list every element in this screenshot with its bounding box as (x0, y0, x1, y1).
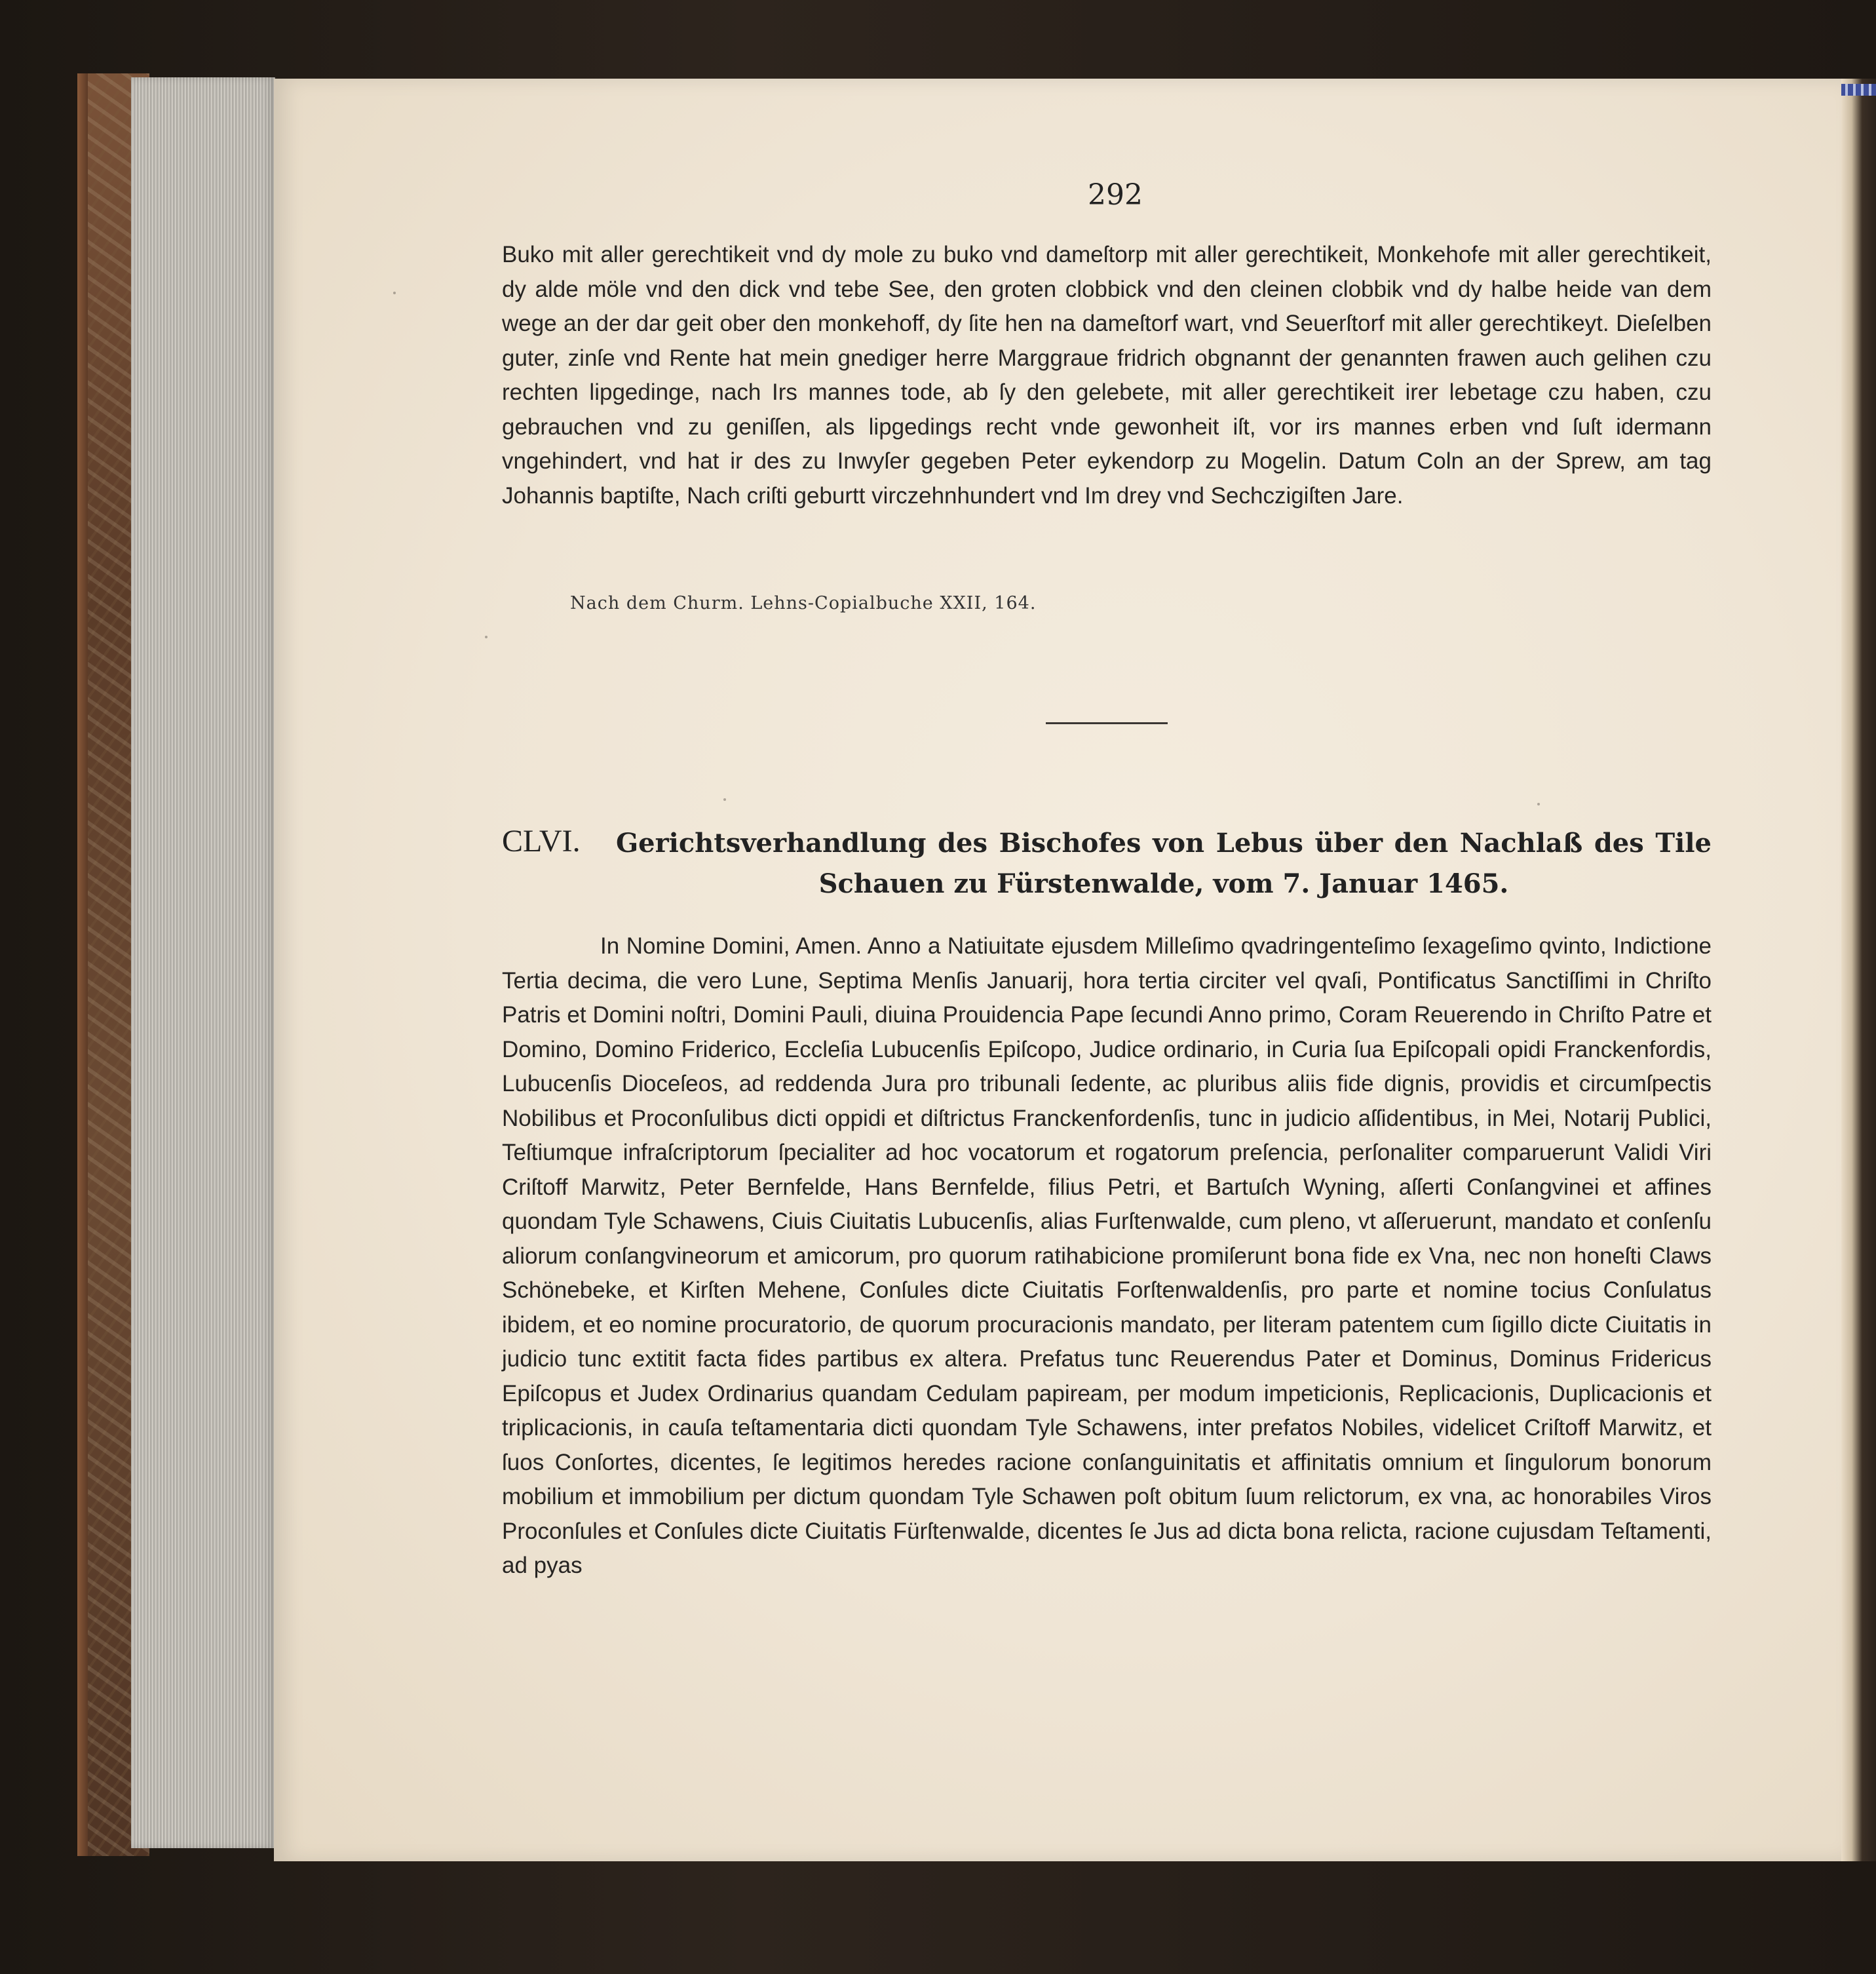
document-body-text: In Nomine Domini, Amen. Anno a Natiuitate ejusdem Milleſimo qvadringenteſimo ſexageſimo qvinto, Indictione Tertia decima, die vero Lune, Septima Menſis Januarij, hora tertia circiter vel qvaſi, Pontificatus Sanctiſſimi in Chriſto Patris et Domini noſtri, Domini Pauli, diuina Prouidencia Pape ſecundi Anno primo, Coram Reuerendo in Chriſto Patre et Domino, Domino Friderico, Eccleſia Lubucenſis Epiſcopo, Judice ordinario, in Curia ſua Epiſcopali opidi Franckenfordis, Lubucenſis Dioceſeos, ad reddenda Jura pro tribunali ſedente, ac pluribus aliis fide dignis, providis et circumſpectis Nobilibus et Proconſulibus dicti oppidi et diſtrictus Franckenfordenſis, tunc in judicio aſſidentibus, in Mei, Notarij Publici, Teſtiumque infraſcriptorum ſpecialiter ad hoc vocatorum et rogatorum preſencia, perſonaliter comparuerunt Validi Viri Criſtoff Marwitz, Peter Bernfelde, Hans Bernfelde, filius Petri, et Bartuſch Wyning, aſſerti Conſangvinei et affines quondam Tyle Schawens, Ciuis Ciuitatis Lubucenſis, alias Furſtenwalde, cum pleno, vt aſſeruerunt, mandato et conſenſu aliorum conſangvineorum et amicorum, pro quorum ratihabicione promiſerunt bona fide ex Vna, nec non honeſti Claws Schönebeke, et Kirſten Mehene, Conſules dicte Ciuitatis Forſtenwaldenſis, pro parte et nomine tocius Conſulatus ibidem, et eo nomine procuratorio, de quorum procuracionis mandato, per literam patentem cum ſigillo dicte Ciuitatis in judicio tunc extitit facta fides partibus ex altera. Prefatus tunc Reuerendus Pater et Dominus, Dominus Fridericus Epiſcopus et Judex Ordinarius quandam Cedulam papiream, per modum impeticionis, Replicacionis, Duplicacionis et triplicacionis, in cauſa teſtamentaria dicti quondam Tyle Schawens, inter prefatos Nobiles, videlicet Criſtoff Marwitz, et ſuos Conſortes, dicentes, ſe legitimos heredes racione conſanguinitatis et affinitatis omnium et ſingulorum bonorum mobilium et immobilium per dictum quondam Tyle Schawen poſt obitum ſuum relictorum, ex vna, ac honorabiles Viros Proconſules et Conſules dicte Ciuitatis Fürſtenwalde, dicentes ſe Jus ad dicta bona relicta, racione cujusdam Teſtamenti, ad pyas (502, 933, 1712, 1578)
document-number: CLVI. (502, 824, 581, 859)
paper-speck (723, 798, 726, 801)
continued-paragraph (502, 238, 1712, 513)
paper-speck (485, 636, 488, 638)
facing-page-edge (1841, 79, 1876, 1861)
paper-speck (393, 292, 396, 294)
document-body (502, 929, 1712, 1583)
document-title: Gerichtsverhandlung des Bischofes von Lebus über den Nachlaß des Tile Schauen zu Fürstenwalde, vom 7. Januar 1465. (616, 828, 1712, 899)
book-cover-edge (77, 73, 88, 1856)
page-number: 292 (1088, 178, 1143, 212)
top-paragraph-text: Buko mit aller gerechtikeit vnd dy mole zu buko vnd dameſtorp mit aller gerechtikeit, Monkehofe mit aller gerechtikeit, dy alde möle vnd den dick vnd tebe See, den groten clobbick vnd den cleinen clobbik vnd dy halbe heide van dem wege an der dar geit ober den monkehoff, dy ſite hen na dameſtorf wart, vnd Seuerſtorf mit aller gerechtikeyt. Dieſelben guter, zinſe vnd Rente hat mein gnediger herre Marggraue fridrich obgnannt der genannten frawen auch gelihen czu rechten lipgedinge, nach Irs mannes tode, ab ſy den gelebete, mit aller gerechtikeit irer lebetage czu haben, czu gebrauchen vnd zu geniſſen, als lipgedings recht vnde gewonheit iſt, vor irs mannes erben vnd ſuſt idermann vngehindert, vnd hat ir des zu Inwyſer gegeben Peter eykendorp zu Mogelin. Datum Coln an der Sprew, am tag Johannis baptiſte, Nach criſti geburtt virczehnhundert vnd Im drey vnd Sechczigiſten Jare. (502, 242, 1712, 509)
source-note: Nach dem Churm. Lehns-Copialbuche XXII, 164. (570, 593, 1037, 613)
paper-speck (1537, 803, 1540, 805)
section-divider (1046, 722, 1168, 724)
page-edges (131, 77, 275, 1848)
